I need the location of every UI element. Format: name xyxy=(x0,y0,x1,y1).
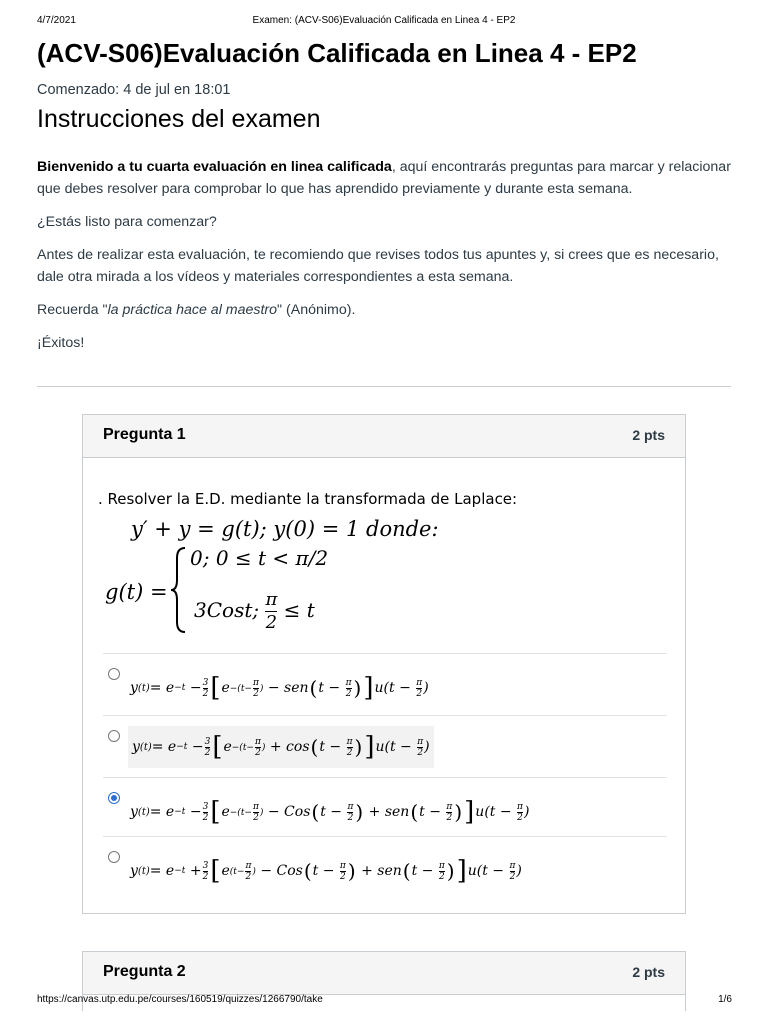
answer-option-3[interactable] xyxy=(103,777,667,836)
answer-option-1[interactable] xyxy=(103,653,667,715)
question-points: 2 pts xyxy=(632,427,665,443)
answer-formula: y (t) = e −t − $\frac{3}{2}$ [ e −(t− $\frac{\pi}{2}$ ) + cos ( t − $\frac{\pi}{2}$ ) ] u(t − $\frac{\pi}{2}$ ) xyxy=(128,726,434,768)
piecewise-case-2 xyxy=(194,590,315,633)
instructions-paragraph-4 xyxy=(37,299,737,321)
quote-post: " (Anónimo). xyxy=(277,302,356,318)
radio-button-selected[interactable] xyxy=(108,792,120,804)
quote-italic: la práctica hace al maestro xyxy=(107,302,278,318)
answer-formula: y (t) = e −t − $\frac{3}{2}$ [ e −(t− $\frac{\pi}{2}$ ) − sen ( t − $\frac{\pi}{2}$ ) ] u(t − $\frac{\pi}{2}$ ) xyxy=(130,673,429,703)
answer-option-2[interactable] xyxy=(103,715,667,777)
answer-formula: y (t) = e −t + $\frac{3}{2}$ [ e (t− $\frac{\pi}{2}$ ) − Cos ( t − $\frac{\pi}{2}$ ) + sen ( t − $\frac{\pi}{2}$ ) ] u(t − $\frac{\pi}{2}$ ) xyxy=(130,856,522,886)
radio-button[interactable] xyxy=(108,668,120,680)
left-brace-icon xyxy=(170,546,188,634)
instructions-body xyxy=(37,156,737,365)
instructions-heading: Instrucciones del examen xyxy=(37,105,321,133)
g-function-label: g(t) = xyxy=(105,580,168,604)
welcome-rest: , aquí encontrarás preguntas para marcar y relacionar que debes resolver para comprobar lo que has aprendido previamente y durante esta semana. xyxy=(37,159,731,197)
question-prompt: . Resolver la E.D. mediante la transformada de Laplace: xyxy=(98,490,518,508)
welcome-bold: Bienvenido a tu cuarta evaluación en linea calificada xyxy=(37,159,392,175)
quote-pre: Recuerda " xyxy=(37,302,108,318)
instructions-paragraph-5: ¡Éxitos! xyxy=(37,335,85,351)
print-header xyxy=(0,15,768,29)
instructions-paragraph-1 xyxy=(37,156,737,200)
print-date: 4/7/2021 xyxy=(37,15,76,26)
answer-formula: y (t) = e −t − $\frac{3}{2}$ [ e −(t− $\frac{\pi}{2}$ ) − Cos ( t − $\frac{\pi}{2}$ ) + sen ( t − $\frac{\pi}{2}$ ) ] u(t − $\frac{\pi}{2}$ ) xyxy=(130,797,530,827)
section-divider xyxy=(37,386,731,387)
question-name: Pregunta 1 xyxy=(103,426,186,443)
question-points: 2 pts xyxy=(632,964,665,980)
fraction-denominator: 2 xyxy=(265,612,278,633)
radio-button[interactable] xyxy=(108,851,120,863)
question-header xyxy=(83,952,685,995)
print-page-title: Examen: (ACV-S06)Evaluación Calificada en Linea 4 - EP2 xyxy=(252,15,516,26)
print-page-number: 1/6 xyxy=(718,994,732,1005)
instructions-paragraph-2: ¿Estás listo para comenzar? xyxy=(37,214,217,230)
case-2-condition: ≤ t xyxy=(283,598,315,622)
radio-button[interactable] xyxy=(108,730,120,742)
question-header xyxy=(83,415,685,458)
question-name: Pregunta 2 xyxy=(103,963,186,980)
instructions-paragraph-3: Antes de realizar esta evaluación, te recomiendo que revises todos tus apuntes y, si crees que es necesario, dale otra mirada a los vídeos y materiales correspondientes a esta semana. xyxy=(37,247,719,285)
quiz-title: (ACV-S06)Evaluación Calificada en Linea 4 - EP2 xyxy=(37,38,637,68)
answer-list xyxy=(103,653,667,897)
differential-equation: y′ + y = g(t); y(0) = 1 donde: xyxy=(131,517,439,541)
question-text xyxy=(98,490,658,633)
fraction-numerator: π xyxy=(265,589,278,610)
started-time: Comenzado: 4 de jul en 18:01 xyxy=(37,82,231,98)
pi-over-2-fraction xyxy=(265,590,277,633)
print-footer xyxy=(0,994,768,1008)
question-1 xyxy=(82,414,686,914)
answer-option-4[interactable] xyxy=(103,836,667,897)
print-url: https://canvas.utp.edu.pe/courses/160519/quizzes/1266790/take xyxy=(37,994,323,1005)
piecewise-case-1: 0; 0 ≤ t < π/2 xyxy=(190,546,329,570)
case-2-expression: 3Cost; xyxy=(194,598,260,622)
